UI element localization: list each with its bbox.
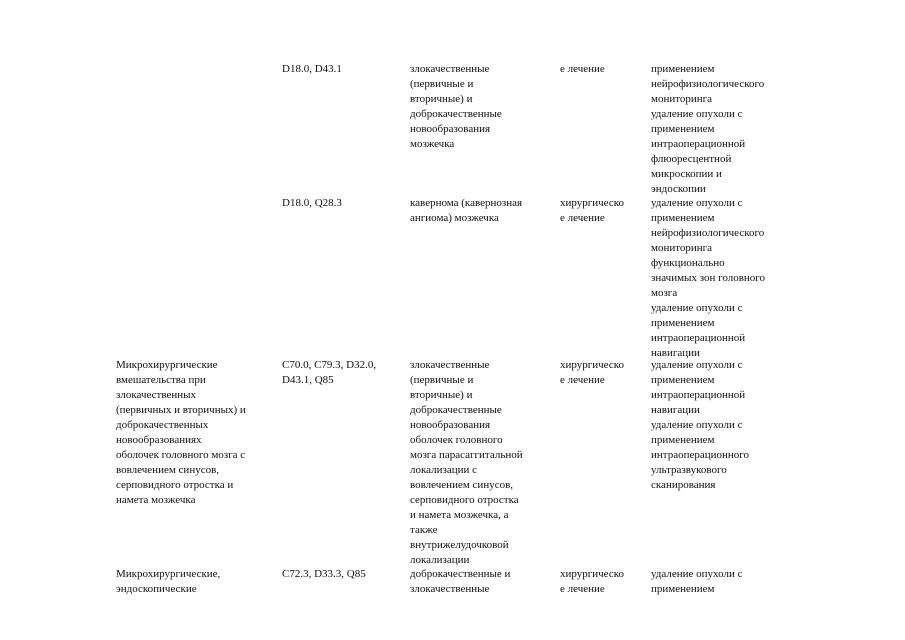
diagnosis-cell: злокачественные (первичные и вторичные) и доброкачественные новообразования оболочек головного мозга парасаггитальной локализации с вовлечением синусов, серповидного отростка и намета мозжечка, а также внутрижелудочковой локализации (410, 359, 523, 566)
treatment-type-cell: хирургическо е лечение (560, 568, 624, 595)
treatment-method-cell: удаление опухоли с применением интраоперационной навигации удаление опухоли с применением интраоперационного ультразвукового сканирования (651, 359, 750, 491)
treatment-method-cell: применением нейрофизиологического мониторинга удаление опухоли с применением интраоперационной флюоресцентной микроскопии и эндоскопии (651, 63, 765, 195)
diagnosis-cell: кавернома (кавернозная ангиома) мозжечка (410, 197, 523, 224)
icd-codes-cell: C70.0, C79.3, D32.0, D43.1, Q85 (282, 359, 377, 386)
icd-codes-cell: D18.0, D43.1 (282, 63, 342, 75)
treatment-type-cell: хирургическо е лечение (560, 359, 624, 386)
icd-codes-cell: D18.0, Q28.3 (282, 197, 342, 209)
treatment-method-cell: удаление опухоли с применением нейрофизиологического мониторинга функционально значимых зон головного мозга удаление опухоли с применением интраоперационной навигации (651, 197, 766, 359)
procedure-cell: Микрохирургические, эндоскопические (116, 568, 221, 595)
procedure-cell: Микрохирургические вмешательства при злокачественных (первичных и вторичных) и доброкачественных новообразованиях оболочек головного мозга с вовлечением синусов, серповидного отростка и намета мозжечка (116, 359, 246, 506)
icd-codes-cell: C72.3, D33.3, Q85 (282, 568, 366, 580)
treatment-type-cell: хирургическо е лечение (560, 197, 624, 224)
treatment-type-cell: е лечение (560, 63, 605, 75)
diagnosis-cell: злокачественные (первичные и вторичные) и доброкачественные новообразования мозжечка (410, 63, 502, 150)
treatment-method-cell: удаление опухоли с применением (651, 568, 743, 595)
diagnosis-cell: доброкачественные и злокачественные (410, 568, 511, 595)
